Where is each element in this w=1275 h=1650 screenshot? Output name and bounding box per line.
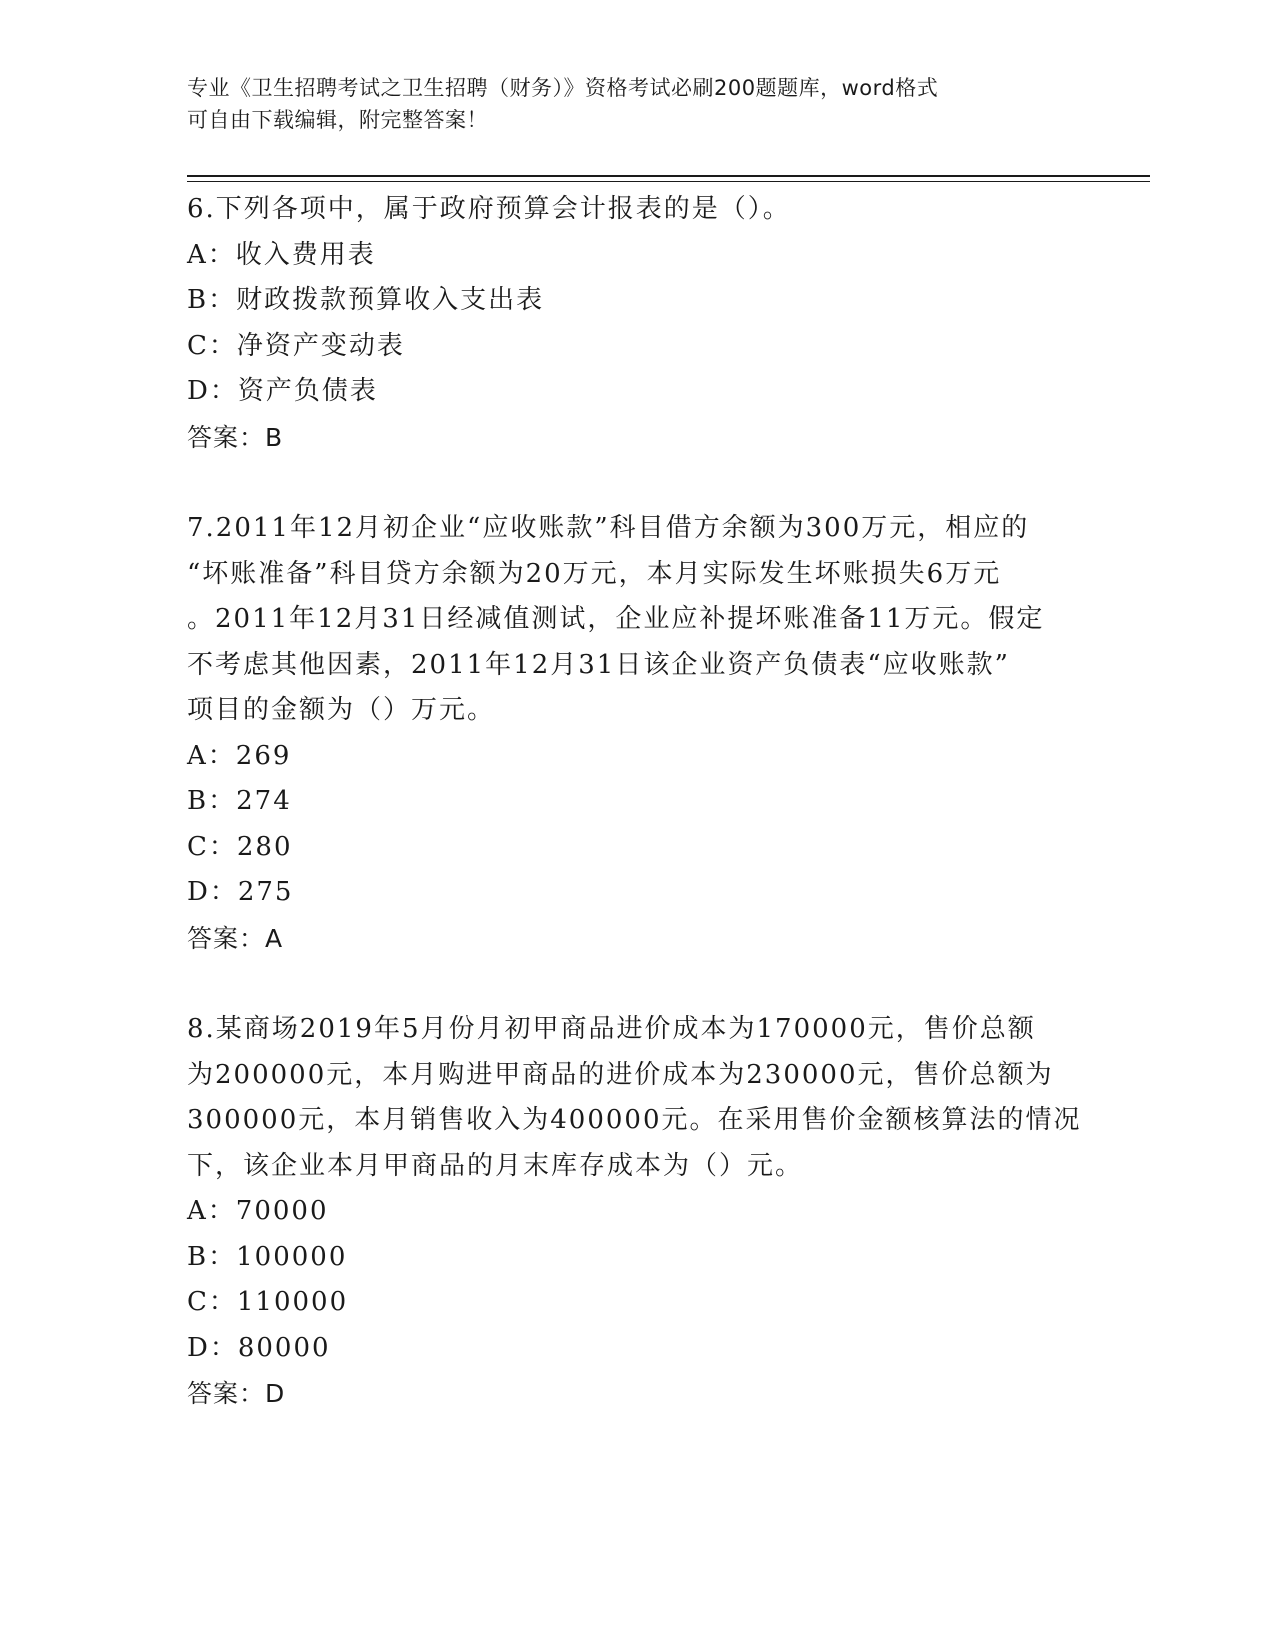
question-8 bbox=[187, 1007, 1087, 1417]
header-line-1: 专业《卫生招聘考试之卫生招聘（财务）》资格考试必刷200题题库，word格式 bbox=[187, 76, 939, 100]
question-text: “坏账准备”科目贷方余额为20万元，本月实际发生坏账损失6万元 bbox=[187, 558, 1002, 589]
option-a: A：收入费用表 bbox=[187, 239, 376, 270]
option-d: D：275 bbox=[187, 877, 294, 907]
question-text: 。2011年12月31日经减值测试，企业应补提坏账准备11万元。假定 bbox=[187, 604, 1045, 634]
option-a: A：269 bbox=[187, 740, 292, 771]
option-c: C：280 bbox=[187, 831, 293, 862]
answer: 答案：D bbox=[187, 1379, 286, 1408]
header-divider-thick bbox=[187, 175, 1150, 177]
header-divider-thin bbox=[187, 181, 1150, 182]
answer: 答案：A bbox=[187, 923, 284, 953]
question-text: 下，该企业本月甲商品的月末库存成本为（）元。 bbox=[187, 1150, 804, 1181]
question-7 bbox=[187, 506, 1087, 961]
page-header bbox=[187, 72, 1067, 136]
question-text: 项目的金额为（）万元。 bbox=[187, 695, 496, 725]
option-c: C：110000 bbox=[187, 1287, 349, 1317]
option-d: D：80000 bbox=[187, 1332, 331, 1363]
question-text: 8.某商场2019年5月份月初甲商品进价成本为170000元，售价总额 bbox=[187, 1014, 1036, 1044]
option-c: C：净资产变动表 bbox=[187, 330, 405, 361]
option-b: B：274 bbox=[187, 786, 292, 816]
question-6 bbox=[187, 187, 1087, 460]
spacer bbox=[187, 460, 1087, 506]
question-text: 为200000元，本月购进甲商品的进价成本为230000元，售价总额为 bbox=[187, 1059, 1054, 1090]
question-text: 300000元，本月销售收入为400000元。在采用售价金额核算法的情况 bbox=[187, 1105, 1082, 1135]
answer: 答案：B bbox=[187, 422, 284, 452]
spacer bbox=[187, 961, 1087, 1007]
question-text: 6.下列各项中，属于政府预算会计报表的是（）。 bbox=[187, 194, 791, 224]
option-b: B：100000 bbox=[187, 1241, 348, 1272]
header-line-2: 可自由下载编辑，附完整答案！ bbox=[187, 108, 488, 132]
option-b: B：财政拨款预算收入支出表 bbox=[187, 285, 545, 315]
question-text: 7.2011年12月初企业“应收账款”科目借方余额为300万元，相应的 bbox=[187, 513, 1030, 543]
question-text: 不考虑其他因素，2011年12月31日该企业资产负债表“应收账款” bbox=[187, 649, 1010, 680]
option-a: A：70000 bbox=[187, 1196, 329, 1226]
option-d: D：资产负债表 bbox=[187, 376, 378, 406]
question-list bbox=[187, 187, 1087, 1417]
